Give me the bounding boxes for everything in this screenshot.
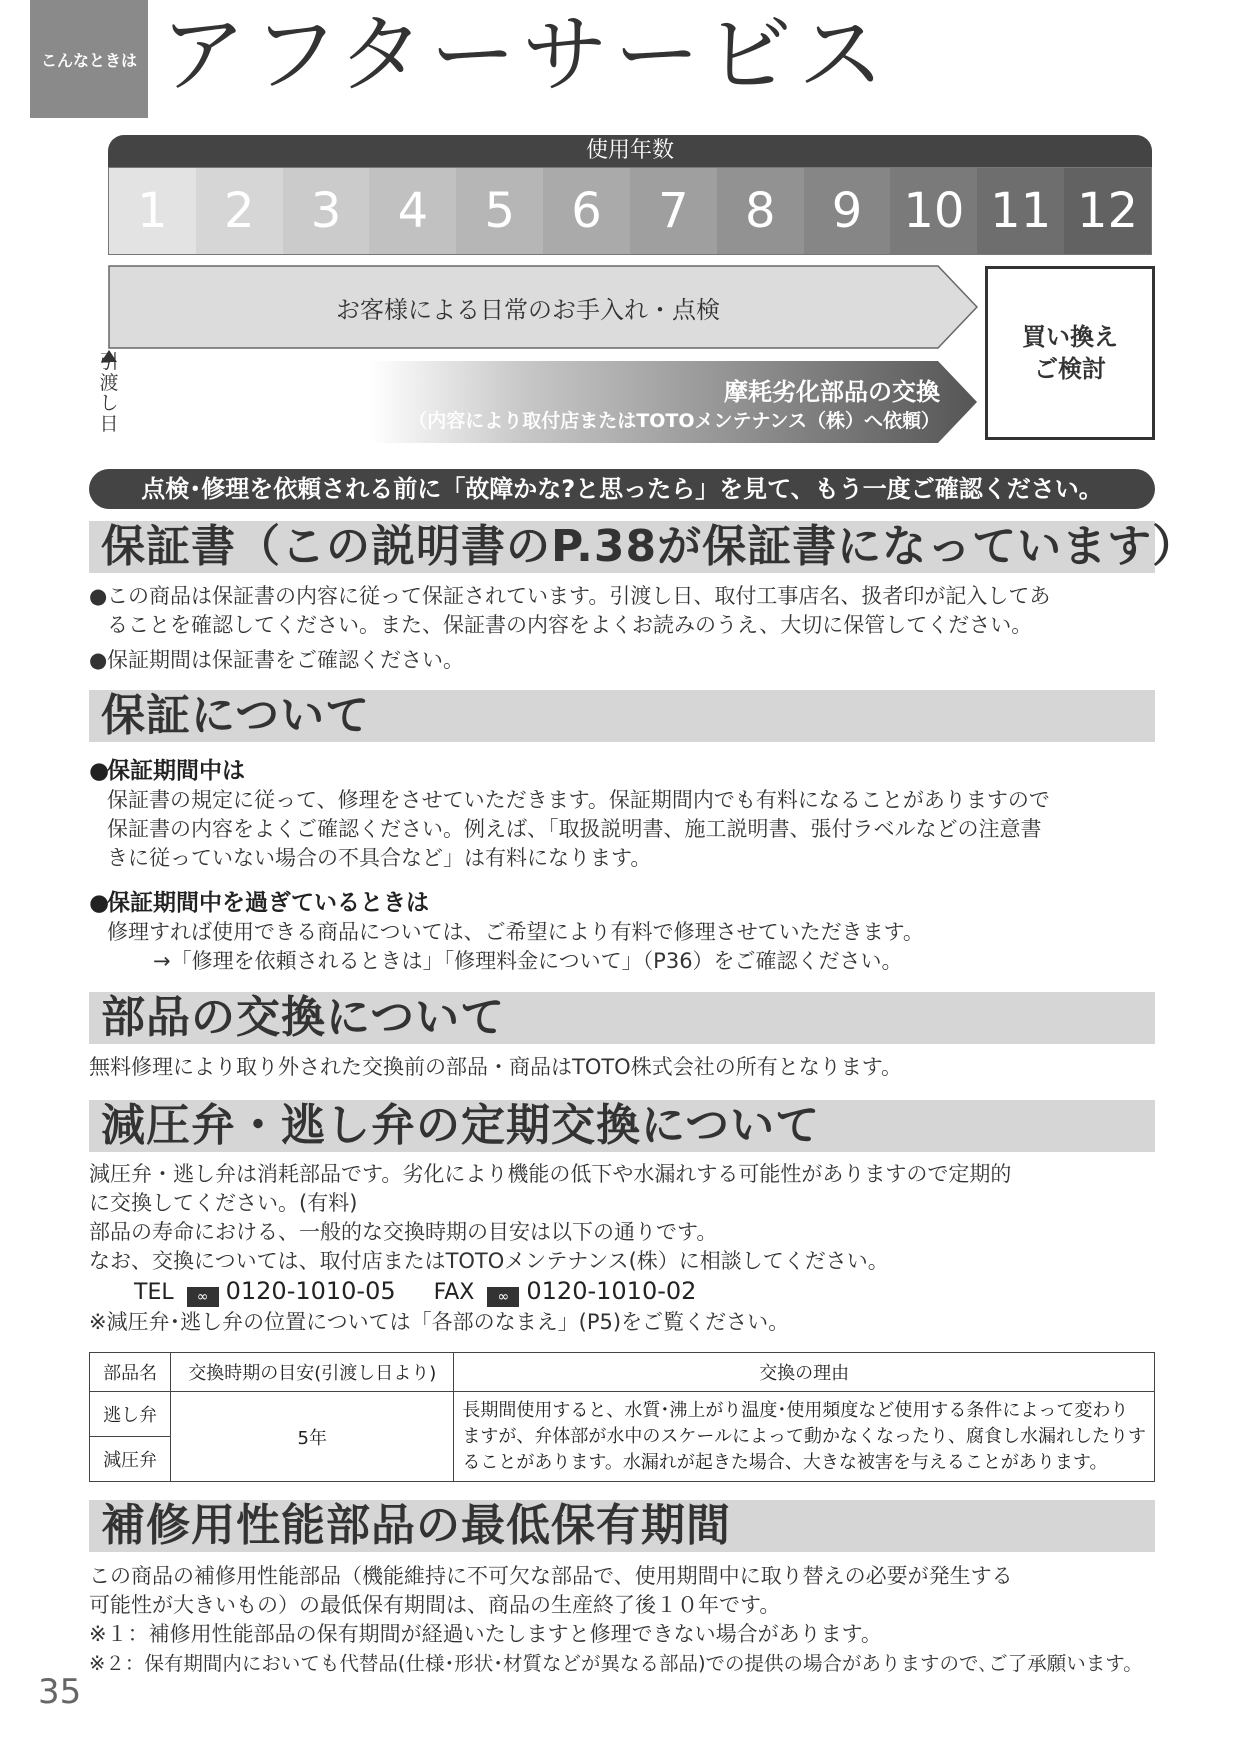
parts-replacement-label: 摩耗劣化部品の交換: [724, 378, 940, 406]
table-header: 部品名: [90, 1353, 171, 1392]
freedial-icon: ∞: [487, 1287, 519, 1307]
table-header-row: [90, 1353, 1155, 1392]
bullet-icon: ●: [89, 648, 108, 672]
valve-replacement-text: 減圧弁・逃し弁は消耗部品です。劣化により機能の低下や水漏れする可能性がありますので定期的 に交換してください。(有料) 部品の寿命における、一般的な交換時期の目安は以下の通りです。 なお、交換については、取付店またはTOTOメンテナンス(株）に相談してください。: [89, 1162, 1012, 1273]
during-warranty-text: 保証書の規定に従って、修理をさせていただきます。保証期間内でも有料になることがありますので 保証書の内容をよくご確認ください。例えば、「取扱説明書、施工説明書、張付ラベルなどの注意書 きに従っていない場合の不具合など」は有料になります。: [107, 788, 1050, 870]
parts-exchange-text: 無料修理により取り外された交換前の部品・商品はTOTO株式会社の所有となります。: [89, 1055, 903, 1079]
parts-replacement-note: （内容により取付店またはTOTOメンテナンス（株）へ依頼）: [408, 410, 940, 432]
bullet-icon: ●: [89, 758, 110, 784]
year-cell: 3: [283, 168, 370, 254]
usage-years-header: 使用年数: [108, 135, 1152, 167]
handover-date-label: [96, 352, 122, 434]
subheading-after-warranty: ●保証期間中を過ぎているときは: [89, 890, 429, 916]
page-number: 35: [38, 1672, 82, 1712]
replace-line-2: ご検討: [1034, 355, 1106, 383]
handover-char: 日: [99, 412, 119, 435]
table-header: 交換時期の目安(引渡し日より): [171, 1353, 454, 1392]
contact-line: TEL ∞ 0120-1010-05 FAX ∞ 0120-1010-02: [134, 1277, 697, 1305]
year-cell: 6: [543, 168, 630, 254]
year-cell: 4: [369, 168, 456, 254]
year-cell: 1: [109, 168, 196, 254]
year-cell: 9: [804, 168, 891, 254]
freedial-icon: ∞: [187, 1287, 219, 1307]
section-title-parts-exchange: 部品の交換について: [89, 992, 1155, 1044]
year-cell: 8: [717, 168, 804, 254]
year-cell: 12: [1064, 168, 1151, 254]
table-cell: 逃し弁: [90, 1392, 171, 1437]
parts-retention-text: この商品の補修用性能部品（機能維持に不可欠な部品で、使用期間中に取り替えの必要が発生する 可能性が大きいもの）の最低保有期間は、商品の生産終了後１０年です。 ※１：補修用性能部品の保有期間が経過いたしますと修理できない場合があります。 ※２：保有期間内においても代替品(仕様･形状･材質などが異なる部品)での提供の場合がありますので､ご了承願います。: [89, 1564, 1143, 1675]
bullet-icon: ●: [89, 584, 108, 608]
handover-char: 引: [99, 351, 119, 373]
section-title-parts-retention: 補修用性能部品の最低保有期間: [89, 1500, 1155, 1552]
tel-number[interactable]: 0120-1010-05: [225, 1277, 396, 1305]
usage-years-timeline: [108, 135, 1152, 255]
handover-char: 渡: [99, 371, 119, 394]
year-cell: 11: [977, 168, 1064, 254]
section-title-valve-replacement: 減圧弁・逃し弁の定期交換について: [89, 1100, 1155, 1152]
after-warranty-text: 修理すれば使用できる商品については、ご希望により有料で修理させていただきます。 →「修理を依頼されるときは」「修理料金について」（P36）をご確認ください。: [107, 920, 924, 973]
replacement-consideration-box: [985, 266, 1155, 440]
handover-char: し: [99, 392, 119, 415]
daily-care-label: お客様による日常のお手入れ・点検: [336, 296, 720, 324]
table-row: [90, 1392, 1155, 1437]
table-header: 交換の理由: [454, 1353, 1155, 1392]
replace-line-1: 買い換え: [1022, 322, 1118, 351]
valve-location-note: ※減圧弁･逃し弁の位置については「各部のなまえ」(P5)をご覧ください。: [89, 1310, 790, 1334]
year-cell: 2: [196, 168, 283, 254]
bullet-icon: ●: [89, 890, 110, 916]
table-cell: 5年: [171, 1392, 454, 1482]
bullet-item: ●この商品は保証書の内容に従って保証されています。引渡し日、取付工事店名、扱者印が記入してあ ることを確認してください。また、保証書の内容をよくお読みのうえ、大切に保管してください。: [89, 584, 1051, 637]
years-row: [108, 167, 1152, 255]
bullet-item: ●保証期間は保証書をご確認ください。: [89, 646, 464, 675]
section-title-warranty-card: 保証書（この説明書のP.38が保証書になっています）: [89, 521, 1155, 573]
year-cell: 7: [630, 168, 717, 254]
category-tab: こんなときは: [30, 0, 148, 118]
valve-replacement-table: [89, 1352, 1155, 1482]
table-cell: 減圧弁: [90, 1437, 171, 1482]
year-cell: 10: [890, 168, 977, 254]
year-cell: 5: [456, 168, 543, 254]
table-cell: 長期間使用すると、水質･沸上がり温度･使用頻度など使用する条件によって変わり ますが、弁体部が水中のスケールによって動かなくなったり、腐食し水漏れしたりす ることがあります。水漏れが起きた場合、大きな被害を与えることがあります。: [454, 1392, 1155, 1482]
subheading-during-warranty: ●保証期間中は: [89, 758, 245, 784]
check-before-repair-notice: 点検･修理を依頼される前に「故障かな?と思ったら」を見て、もう一度ご確認ください。: [89, 469, 1155, 509]
page-title: アフターサービス: [160, 5, 890, 105]
section-title-warranty: 保証について: [89, 690, 1155, 742]
fax-number[interactable]: 0120-1010-02: [526, 1277, 697, 1305]
